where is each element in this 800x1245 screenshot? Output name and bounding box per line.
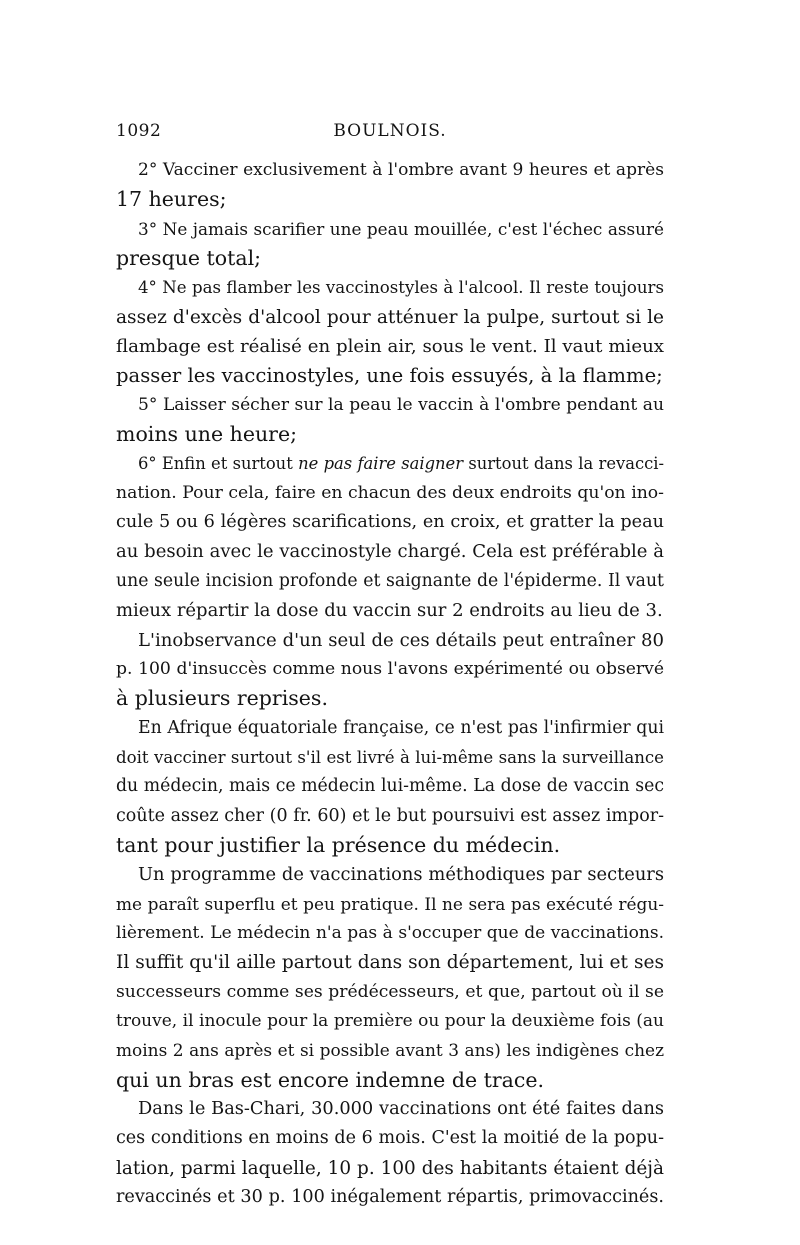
running-head — [116, 121, 664, 145]
page-number: 1092 — [116, 121, 162, 141]
text-line: passer les vaccinostyles, une fois essuyés, à la flamme; — [116, 364, 663, 388]
text-line: flambage est réalisé en plein air, sous le vent. Il vaut mieux — [116, 336, 664, 358]
text-line: successeurs comme ses prédécesseurs, et que, partout où il se — [116, 981, 664, 1002]
body-text — [116, 156, 664, 1212]
text-line: p. 100 d'insuccès comme nous l'avons expérimenté ou observé — [116, 658, 664, 679]
text-line: revaccinés et 30 p. 100 inégalement répartis, primovaccinés. — [116, 1187, 664, 1208]
text-line: Il suffit qu'il aille partout dans son département, lui et ses — [116, 952, 664, 974]
running-title: BOULNOIS. — [333, 121, 447, 141]
text-line: presque total; — [116, 246, 262, 271]
text-line: 5° Laisser sécher sur la peau le vaccin à l'ombre pendant au — [138, 394, 664, 415]
text-line: En Afrique équatoriale française, ce n'est pas l'infirmier qui — [138, 717, 664, 738]
text-line: nation. Pour cela, faire en chacun des deux endroits qu'on ino- — [116, 482, 664, 503]
text-line: une seule incision profonde et saignante de l'épiderme. Il vaut — [116, 570, 664, 591]
text-line: lièrement. Le médecin n'a pas à s'occuper que de vaccinations. — [116, 922, 664, 943]
text-line: moins 2 ans après et si possible avant 3 ans) les indigènes chez — [116, 1040, 664, 1061]
text-run: surtout dans la revacci- — [463, 454, 664, 474]
text-line: 3° Ne jamais scarifier une peau mouillée, c'est l'échec assuré — [138, 218, 664, 239]
text-line: cule 5 ou 6 légères scarifications, en croix, et gratter la peau — [116, 512, 664, 533]
text-line: 17 heures; — [116, 187, 227, 212]
text-line: qui un bras est encore indemne de trace. — [116, 1067, 544, 1092]
text-line: 4° Ne pas flamber les vaccinostyles à l'alcool. Il reste toujours — [138, 278, 664, 298]
text-line-with-emphasis — [116, 449, 664, 478]
text-line: lation, parmi laquelle, 10 p. 100 des habitants étaient déjà — [116, 1157, 664, 1179]
text-line: du médecin, mais ce médecin lui-même. La dose de vaccin sec — [116, 776, 664, 797]
text-line: trouve, il inocule pour la première ou pour la deuxième fois (au — [116, 1010, 664, 1031]
text-line: au besoin avec le vaccinostyle chargé. Cela est préférable à — [116, 541, 664, 563]
text-line: Dans le Bas-Chari, 30.000 vaccinations ont été faites dans — [138, 1099, 664, 1119]
text-line: me paraît superflu et peu pratique. Il ne sera pas exécuté régu- — [116, 893, 664, 914]
text-line: ces conditions en moins de 6 mois. C'est la moitié de la popu- — [116, 1128, 664, 1149]
text-line: coûte assez cher (0 fr. 60) et le but poursuivi est assez impor- — [116, 805, 664, 826]
text-line: mieux répartir la dose du vaccin sur 2 endroits au lieu de 3. — [116, 600, 663, 622]
text-line: tant pour justifier la présence du médecin. — [116, 832, 561, 857]
text-line: Un programme de vaccinations méthodiques par secteurs — [138, 864, 664, 886]
text-line: assez d'excès d'alcool pour atténuer la pulpe, surtout si le — [116, 306, 664, 328]
text-run: 6° Enfin et surtout — [138, 454, 299, 474]
text-line: moins une heure; — [116, 422, 298, 447]
emphasized-text: ne pas faire saigner — [298, 454, 464, 474]
text-line: doit vacciner surtout s'il est livré à lui-même sans la surveillance — [116, 747, 664, 767]
text-line: L'inobservance d'un seul de ces détails peut entraîner 80 — [138, 629, 664, 651]
text-line: 2° Vacciner exclusivement à l'ombre avant 9 heures et après — [138, 160, 664, 180]
text-line: à plusieurs reprises. — [116, 686, 328, 711]
